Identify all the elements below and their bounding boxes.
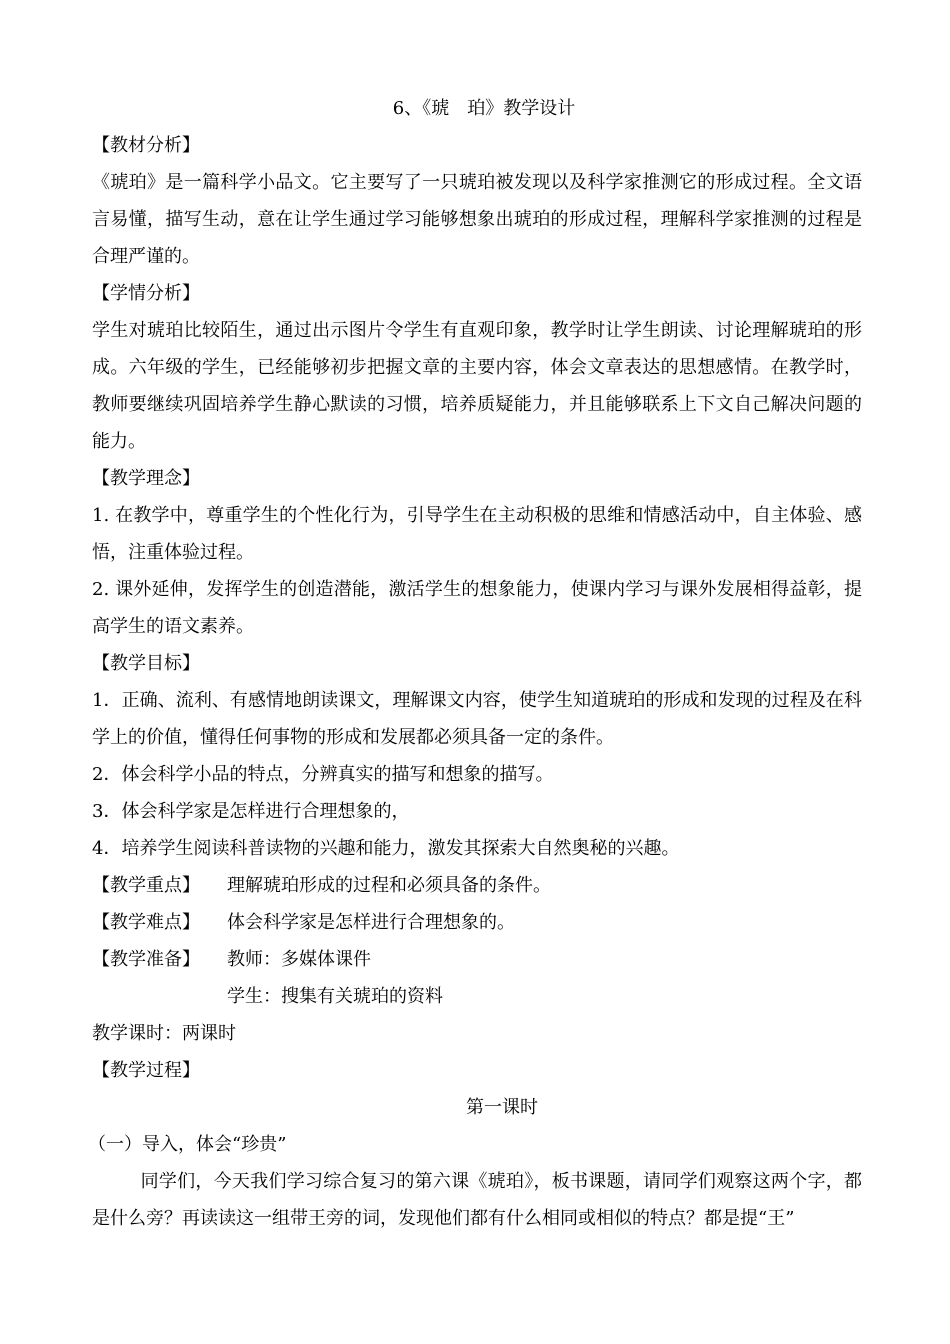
student-analysis-heading: 【学情分析】	[92, 283, 200, 304]
process-heading: 【教学过程】	[92, 1060, 200, 1081]
preparation-spacer	[92, 978, 227, 1015]
lesson-title: 第一课时	[466, 1097, 538, 1118]
teaching-concept-item: 1. 在教学中，尊重学生的个性化行为，引导学生在主动积极的思维和情感活动中，自主体验、感悟，注重体验过程。	[92, 505, 862, 563]
document-title: 6、《琥 珀》教学设计	[392, 98, 576, 119]
section-one-heading: （一）导入，体会“珍贵”	[88, 1134, 287, 1155]
teaching-goals-heading: 【教学目标】	[92, 653, 200, 674]
difficulties-label: 【教学难点】	[92, 912, 200, 933]
teaching-goal-item: 2．体会科学小品的特点，分辨真实的描写和想象的描写。	[92, 764, 554, 785]
teaching-concept-heading: 【教学理念】	[92, 468, 200, 489]
section-one-body: 同学们，今天我们学习综合复习的第六课《琥珀》，板书课题，请同学们观察这两个字，都是什么旁？再读读这一组带王旁的词，发现他们都有什么相同或相似的特点？都是提“王”	[92, 1171, 862, 1229]
student-analysis-body: 学生对琥珀比较陌生，通过出示图片令学生有直观印象，教学时让学生朗读、讨论理解琥珀的形成。六年级的学生，已经能够初步把握文章的主要内容，体会文章表达的思想感情。在教学时，教师要继续巩固培养学生静心默读的习惯，培养质疑能力，并且能够联系上下文自己解决问题的能力。	[92, 320, 862, 452]
material-analysis-body: 《琥珀》是一篇科学小品文。它主要写了一只琥珀被发现以及科学家推测它的形成过程。全文语言易懂，描写生动，意在让学生通过学习能够想象出琥珀的形成过程，理解科学家推测的过程是合理严谨的。	[92, 172, 862, 267]
preparation-teacher: 教师：多媒体课件	[227, 949, 371, 970]
teaching-concept-item: 2. 课外延伸，发挥学生的创造潜能，激活学生的想象能力，使课内学习与课外发展相得益彰，提高学生的语文素养。	[92, 579, 862, 637]
preparation-label: 【教学准备】	[92, 949, 200, 970]
material-analysis-heading: 【教材分析】	[92, 135, 200, 156]
teaching-goal-item: 3．体会科学家是怎样进行合理想象的，	[92, 801, 410, 822]
preparation-student-row	[92, 978, 862, 1015]
preparation-student: 学生：搜集有关琥珀的资料	[227, 986, 443, 1007]
key-points-label: 【教学重点】	[92, 875, 200, 896]
class-hours: 教学课时：两课时	[92, 1023, 236, 1044]
difficulties-row	[92, 904, 862, 941]
document-page	[88, 90, 862, 1237]
key-points-value: 理解琥珀形成的过程和必须具备的条件。	[227, 875, 551, 896]
key-points-row	[92, 867, 862, 904]
teaching-goal-item: 1．正确、流利、有感情地朗读课文，理解课文内容，使学生知道琥珀的形成和发现的过程及在科学上的价值，懂得任何事物的形成和发展都必须具备一定的条件。	[92, 690, 862, 748]
preparation-row	[92, 941, 862, 978]
teaching-goal-item: 4．培养学生阅读科普读物的兴趣和能力，激发其探索大自然奥秘的兴趣。	[92, 838, 680, 859]
difficulties-value: 体会科学家是怎样进行合理想象的。	[227, 912, 515, 933]
